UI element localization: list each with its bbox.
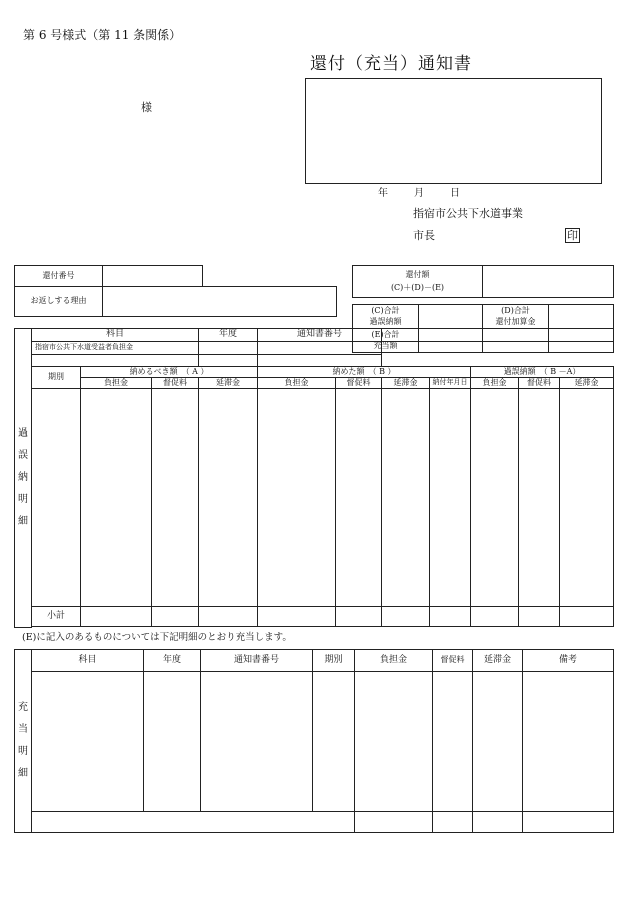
overpayment-table <box>14 328 614 628</box>
total-c-label: (C)合計 <box>371 306 400 316</box>
appropriation-note: (E)に記入のあるものについては下記明細のとおり充当します。 <box>22 632 292 643</box>
date-month: 月 <box>414 188 424 199</box>
appropriation-side-label: 充当明細 <box>15 650 32 833</box>
total-d-sub: 還付加算金 <box>495 316 536 326</box>
appropriation-table <box>14 649 614 833</box>
appr-header-period: 期別 <box>313 650 355 672</box>
issuer-name: 指宿市公共下水道事業 <box>413 207 523 220</box>
appr-header-burden: 負担金 <box>355 650 433 672</box>
overpay-header-paid: 納めた額 （ B ） <box>258 367 471 378</box>
due-urge-header: 督促料 <box>152 378 199 389</box>
addressee-honorific: 様 <box>141 101 152 114</box>
total-d-value <box>549 305 614 329</box>
over-delay-header: 延滞金 <box>560 378 614 389</box>
refund-amount-table <box>352 265 614 298</box>
total-e-sub: 充当額 <box>373 340 398 350</box>
paid-urge-header: 督促料 <box>336 378 382 389</box>
overpay-subject-value: 指宿市公共下水道受益者負担金 <box>32 342 199 355</box>
total-e-label: (E)合計 <box>371 330 400 340</box>
refund-amount-value <box>483 266 614 298</box>
reason-value <box>103 287 337 317</box>
refund-no-label: 還付番号 <box>15 266 103 287</box>
addressee-box <box>305 78 602 184</box>
appr-header-delay: 延滞金 <box>473 650 523 672</box>
overpay-header-period: 期別 <box>32 367 81 389</box>
refund-amount-formula: (C)＋(D)－(E) <box>390 282 445 292</box>
period-cell <box>32 389 81 607</box>
refund-no-value <box>103 266 203 287</box>
total-c-sub: 過誤納額 <box>369 316 402 326</box>
seal-mark: 印 <box>567 229 578 242</box>
reason-label: お返しする理由 <box>15 287 103 317</box>
appr-header-subject: 科目 <box>32 650 144 672</box>
due-burden-header: 負担金 <box>81 378 152 389</box>
appr-header-year: 年度 <box>144 650 201 672</box>
appr-header-notice-no: 通知書番号 <box>201 650 313 672</box>
total-c-value <box>419 305 483 329</box>
overpay-header-overpaid: 過誤納額 （ B －A） <box>471 367 614 378</box>
subtotal-label: 小計 <box>32 607 81 627</box>
total-d-label: (D)合計 <box>501 306 530 316</box>
document-title: 還付（充当）通知書 <box>310 54 472 74</box>
overpay-header-subject: 科目 <box>32 329 199 342</box>
form-label: 第 6 号様式（第 11 条関係） <box>23 28 182 42</box>
appr-header-urge: 督促料 <box>433 650 473 672</box>
paid-burden-header: 負担金 <box>258 378 336 389</box>
refund-amount-label: 還付額 <box>405 270 430 280</box>
over-urge-header: 督促料 <box>519 378 560 389</box>
overpay-header-notice-no: 通知書番号 <box>258 329 382 342</box>
overpay-header-year: 年度 <box>199 329 258 342</box>
issuer-mayor: 市長 <box>413 229 435 242</box>
appr-header-remarks: 備考 <box>523 650 614 672</box>
paid-delay-header: 延滞金 <box>382 378 430 389</box>
overpayment-side-label: 過誤納明細 <box>15 329 32 628</box>
paid-date-header: 納付年月日 <box>430 378 471 389</box>
date-year: 年 <box>378 188 388 199</box>
refund-info-table <box>14 265 337 317</box>
due-delay-header: 延滞金 <box>199 378 258 389</box>
over-burden-header: 負担金 <box>471 378 519 389</box>
date-day: 日 <box>450 188 460 199</box>
overpay-header-due: 納めるべき額 （ A ） <box>81 367 258 378</box>
